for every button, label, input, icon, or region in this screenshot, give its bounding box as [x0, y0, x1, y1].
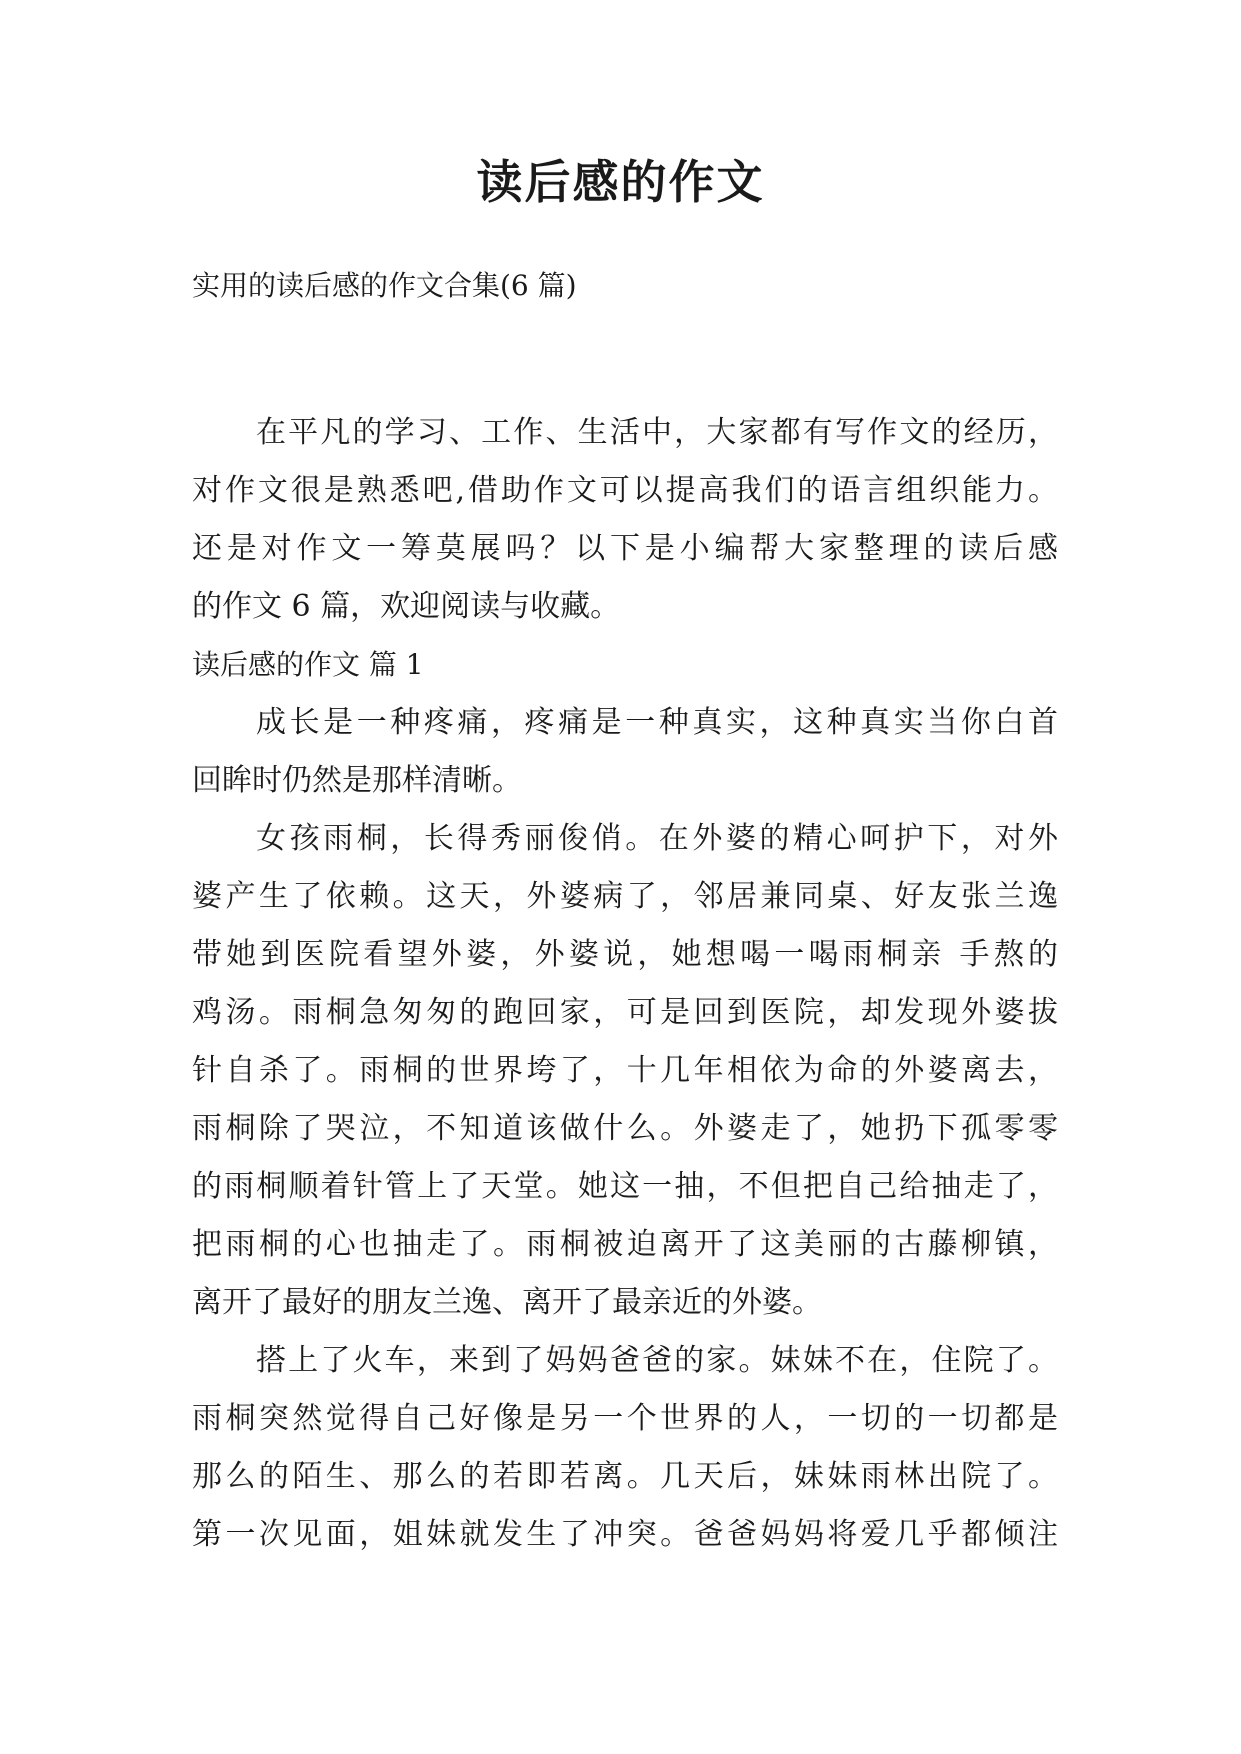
paragraph-line: 回眸时仍然是那样清晰。 [192, 763, 522, 798]
paragraph-line: 雨桐除了哭泣，不知道该做什么。外婆走了，她扔下孤零零 [192, 1111, 1058, 1146]
paragraph-line: 针自杀了。雨桐的世界垮了，十几年相依为命的外婆离去， [192, 1053, 1058, 1088]
document-title: 读后感的作文 [476, 155, 765, 209]
paragraph-line: 第一次见面，姐妹就发生了冲突。爸爸妈妈将爱几乎都倾注 [192, 1517, 1058, 1552]
paragraph-line: 雨桐突然觉得自己好像是另一个世界的人，一切的一切都是 [192, 1401, 1058, 1436]
section-heading: 读后感的作文 篇 1 [192, 648, 424, 681]
paragraph-line: 把雨桐的心也抽走了。雨桐被迫离开了这美丽的古藤柳镇， [192, 1227, 1058, 1262]
intro-line: 对作文很是熟悉吧,借助作文可以提高我们的语言组织能力。 [192, 473, 1058, 508]
paragraph-line: 那么的陌生、那么的若即若离。几天后，妹妹雨林出院了。 [192, 1459, 1058, 1494]
intro-line: 还是对作文一筹莫展吗？以下是小编帮大家整理的读后感 [192, 531, 1058, 566]
paragraph-line: 带她到医院看望外婆，外婆说，她想喝一喝雨桐亲 手熬的 [192, 937, 1058, 972]
paragraph-line: 的雨桐顺着针管上了天堂。她这一抽，不但把自己给抽走了， [192, 1169, 1058, 1204]
intro-line: 的作文 6 篇，欢迎阅读与收藏。 [192, 589, 621, 624]
document-body [192, 404, 1058, 1564]
paragraph-line: 婆产生了依赖。这天，外婆病了，邻居兼同桌、好友张兰逸 [192, 879, 1058, 914]
paragraph-line: 成长是一种疼痛，疼痛是一种真实，这种真实当你白首 [256, 705, 1058, 740]
document-subtitle: 实用的读后感的作文合集(6 篇) [192, 269, 577, 302]
paragraph-line: 离开了最好的朋友兰逸、离开了最亲近的外婆。 [192, 1285, 822, 1320]
paragraph-line: 鸡汤。雨桐急匆匆的跑回家，可是回到医院，却发现外婆拔 [192, 995, 1058, 1030]
paragraph-line: 搭上了火车，来到了妈妈爸爸的家。妹妹不在，住院了。 [256, 1343, 1058, 1378]
intro-line: 在平凡的学习、工作、生活中，大家都有写作文的经历， [256, 415, 1058, 450]
paragraph-line: 女孩雨桐，长得秀丽俊俏。在外婆的精心呵护下，对外 [256, 821, 1058, 856]
